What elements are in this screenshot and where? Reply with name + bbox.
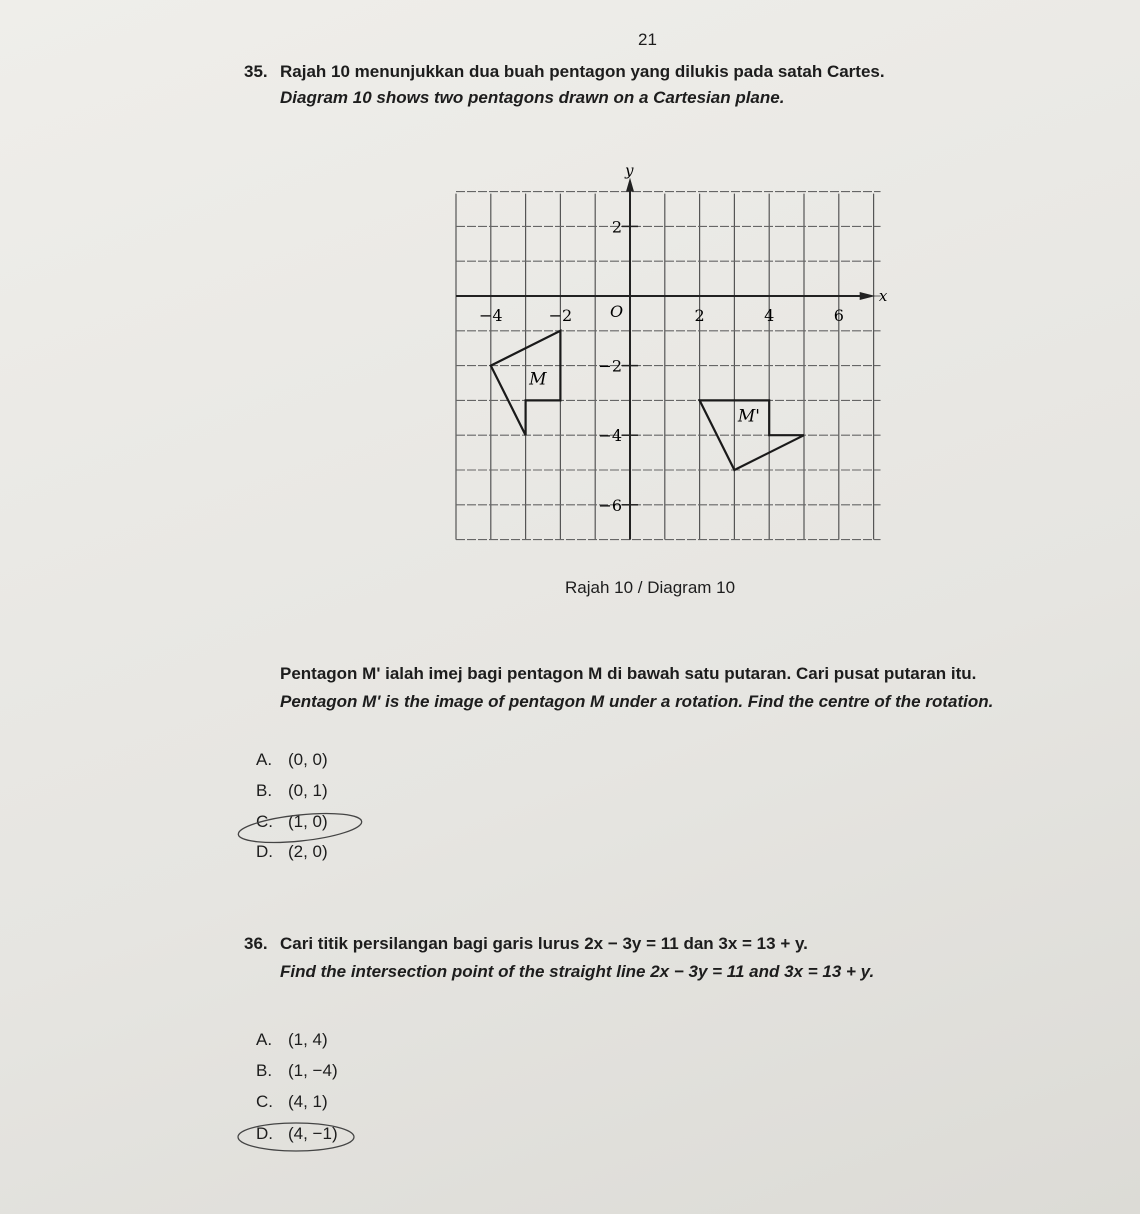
option-letter: C. xyxy=(256,1092,273,1111)
option-value: (2, 0) xyxy=(288,842,328,861)
x-axis-arrow-icon xyxy=(860,292,876,300)
page-number: 21 xyxy=(638,30,657,49)
q35-malay-text: Rajah 10 menunjukkan dua buah pentagon yang dilukis pada satah Cartes. xyxy=(280,62,885,81)
option-letter: A. xyxy=(256,750,273,769)
option-value: (0, 0) xyxy=(288,750,328,769)
option-value: (1, −4) xyxy=(288,1061,338,1080)
option-value: (1, 4) xyxy=(288,1030,328,1049)
q35-question-english: Pentagon M' is the image of pentagon M under a rotation. Find the centre of the rotation. xyxy=(280,692,994,711)
x-tick-label: 6 xyxy=(833,306,844,325)
q35-option-d[interactable] xyxy=(256,842,328,862)
q35-english-text: Diagram 10 shows two pentagons drawn on a Cartesian plane. xyxy=(280,88,785,107)
q35-question-malay: Pentagon M' ialah imej bagi pentagon M di bawah satu putaran. Cari pusat putaran itu. xyxy=(280,664,977,683)
option-letter: B. xyxy=(256,781,273,800)
q35-number: 35. xyxy=(244,62,268,81)
option-value: (1, 0) xyxy=(288,812,328,831)
x-tick-label: 2 xyxy=(694,306,705,325)
y-tick-label: −4 xyxy=(598,426,622,446)
y-tick-label: 2 xyxy=(611,217,622,237)
shape-label-m-prime: M' xyxy=(737,406,760,427)
option-value: (4, 1) xyxy=(288,1092,328,1111)
x-tick-label: −2 xyxy=(548,306,573,325)
q36-option-d[interactable] xyxy=(256,1124,338,1144)
y-tick-label: −6 xyxy=(598,495,622,515)
q35-option-a[interactable] xyxy=(256,750,328,770)
option-value: (4, −1) xyxy=(288,1124,338,1143)
q36-english-text: Find the intersection point of the straight line 2x − 3y = 11 and 3x = 13 + y. xyxy=(280,962,875,981)
x-tick-label: 4 xyxy=(764,306,775,325)
y-tick-label: −2 xyxy=(598,356,622,376)
q36-malay-text: Cari titik persilangan bagi garis lurus 2x − 3y = 11 dan 3x = 13 + y. xyxy=(280,934,808,953)
option-letter: D. xyxy=(256,1124,273,1143)
q36-option-c[interactable] xyxy=(256,1092,328,1112)
q35-option-c[interactable] xyxy=(256,812,328,832)
option-letter: D. xyxy=(256,842,273,861)
diagram-caption: Rajah 10 / Diagram 10 xyxy=(565,578,736,597)
shape-label-m: M xyxy=(529,369,547,390)
q36-option-b[interactable] xyxy=(256,1061,338,1081)
option-letter: B. xyxy=(256,1061,273,1080)
x-tick-label: −4 xyxy=(479,306,503,325)
q36-option-a[interactable] xyxy=(256,1030,328,1050)
option-value: (0, 1) xyxy=(288,781,328,800)
y-axis-label: y xyxy=(625,161,634,180)
y-axis-arrow-icon xyxy=(626,178,634,192)
option-letter: C. xyxy=(256,812,273,831)
option-letter: A. xyxy=(256,1030,273,1049)
q35-option-b[interactable] xyxy=(256,781,328,801)
origin-label: O xyxy=(610,302,624,321)
x-axis-label: x xyxy=(878,287,888,305)
q36-number: 36. xyxy=(244,934,268,953)
